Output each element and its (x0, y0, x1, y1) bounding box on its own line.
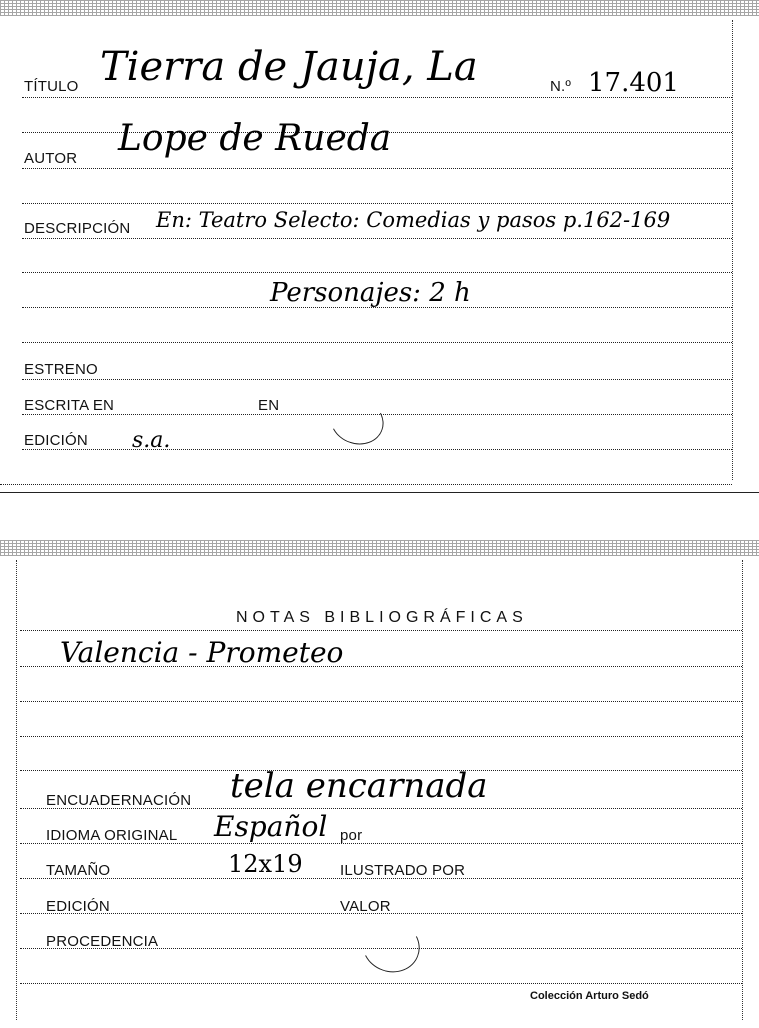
rule (20, 701, 742, 702)
numero-value: 17.401 (588, 68, 679, 98)
personajes-value: Personajes: 2 h (270, 278, 471, 308)
card-left-border (16, 560, 17, 1020)
notes-value: Valencia - Prometeo (60, 636, 344, 669)
card-right-border (742, 560, 743, 1020)
edicion-label: EDICIÓN (24, 432, 88, 449)
encuadernacion-label: ENCUADERNACIÓN (46, 792, 192, 809)
tamano-label: TAMAÑO (46, 862, 111, 879)
rule (22, 342, 732, 343)
encuadernacion-value: tela encarnada (230, 766, 488, 806)
card-right-border (732, 20, 733, 480)
edicion-label: EDICIÓN (46, 898, 110, 915)
valor-label: VALOR (340, 898, 391, 915)
estreno-label: ESTRENO (24, 361, 98, 378)
descripcion-value: En: Teatro Selecto: Comedias y pasos p.162-169 (156, 208, 671, 232)
rule (22, 449, 732, 450)
escrita-label: ESCRITA EN (24, 397, 115, 414)
autor-label: AUTOR (24, 150, 78, 167)
rule (20, 983, 742, 984)
en-label: EN (258, 397, 280, 414)
tamano-value: 12x19 (228, 850, 303, 878)
titulo-label: TÍTULO (24, 78, 79, 95)
rule (20, 736, 742, 737)
catalog-card-back (0, 540, 759, 1028)
edicion-value: s.a. (132, 428, 171, 453)
idioma-value: Español (214, 810, 328, 843)
rule (22, 168, 732, 169)
procedencia-label: PROCEDENCIA (46, 933, 159, 950)
catalog-card-front (0, 0, 759, 490)
autor-value: Lope de Rueda (118, 118, 392, 159)
notes-title: NOTAS BIBLIOGRÁFICAS (236, 609, 528, 626)
por-label: por (340, 827, 363, 844)
idioma-label: IDIOMA ORIGINAL (46, 827, 178, 844)
rule (22, 379, 732, 380)
card-top-edge (0, 0, 759, 16)
ilustrado-label: ILUSTRADO POR (340, 862, 466, 879)
rule (22, 238, 732, 239)
rule (20, 630, 742, 631)
rule (22, 203, 732, 204)
rule (22, 272, 732, 273)
stamp-circle (355, 912, 427, 981)
card-top-edge (0, 540, 759, 556)
numero-label: N.º (550, 78, 572, 95)
titulo-value: Tierra de Jauja, La (100, 44, 478, 90)
collection-footer: Colección Arturo Sedó (530, 990, 649, 1002)
rule (0, 484, 732, 485)
stamp-circle (324, 390, 390, 452)
card-separator (0, 492, 759, 493)
descripcion-label: DESCRIPCIÓN (24, 220, 131, 237)
